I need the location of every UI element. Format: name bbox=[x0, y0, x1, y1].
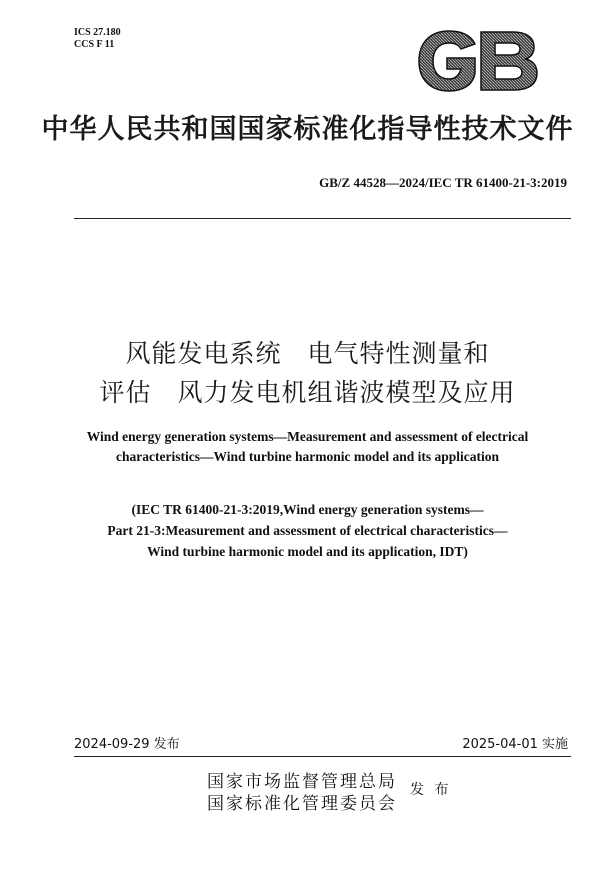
chinese-title-line-2: 评估 风力发电机组谐波模型及应用 bbox=[99, 378, 516, 407]
issue-date: 2024-09-29 发布 bbox=[74, 737, 180, 752]
chinese-title-line-1: 风能发电系统 电气特性测量和 bbox=[125, 339, 490, 368]
ics-code: ICS 27.180 bbox=[74, 27, 121, 38]
standard-number: GB/Z 44528—2024/IEC TR 61400-21-3:2019 bbox=[319, 175, 567, 190]
english-title-line-2: characteristics—Wind turbine harmonic model and its application bbox=[115, 449, 499, 464]
publish-label: 发 布 bbox=[410, 782, 452, 798]
ccs-code: CCS F 11 bbox=[74, 39, 115, 50]
adoption-note-line-3: Wind turbine harmonic model and its application, IDT) bbox=[147, 544, 468, 559]
issuer-samr: 国家市场监督管理总局 bbox=[207, 772, 397, 792]
footer-divider bbox=[74, 756, 571, 757]
adoption-note-line-2: Part 21-3:Measurement and assessment of electrical characteristics— bbox=[107, 523, 508, 538]
header-divider bbox=[74, 218, 571, 219]
implementation-date: 2025-04-01 实施 bbox=[462, 737, 568, 752]
adoption-note-line-1: (IEC TR 61400-21-3:2019,Wind energy generation systems— bbox=[131, 502, 484, 517]
english-title-line-1: Wind energy generation systems—Measurement and assessment of electrical bbox=[86, 429, 529, 444]
gb-logo bbox=[417, 30, 539, 92]
issuer-sac: 国家标准化管理委员会 bbox=[207, 794, 397, 814]
classification-codes bbox=[74, 27, 121, 51]
document-type-heading: 中华人民共和国国家标准化指导性技术文件 bbox=[41, 114, 574, 145]
